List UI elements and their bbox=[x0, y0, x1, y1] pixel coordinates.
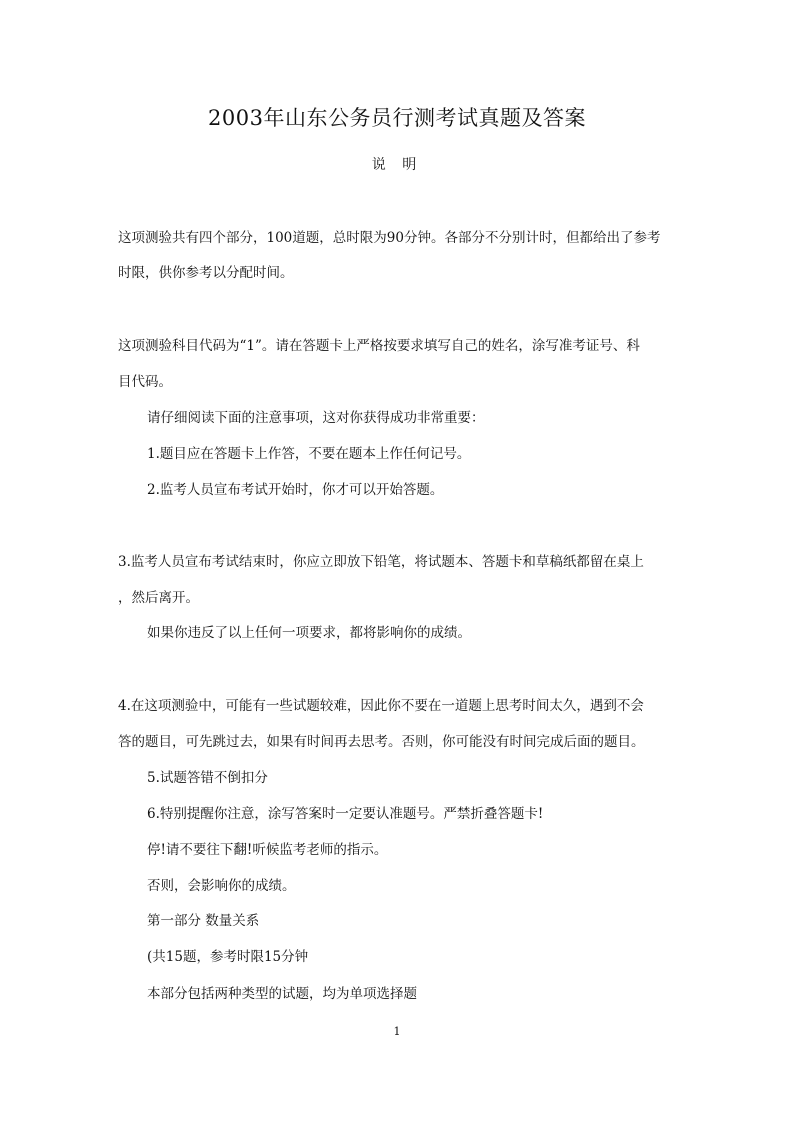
paragraph-line: 答的题目，可先跳过去，如果有时间再去思考。否则，你可能没有时间完成后面的题目。 bbox=[118, 734, 645, 750]
paragraph-line: ，然后离开。 bbox=[118, 590, 199, 606]
paragraph-line: 本部分包括两种类型的试题，均为单项选择题 bbox=[147, 986, 417, 1002]
list-item: 5.试题答错不倒扣分 bbox=[147, 770, 268, 786]
paragraph-line: 目代码。 bbox=[118, 374, 172, 390]
paragraph-line: 如果你违反了以上任何一项要求，都将影响你的成绩。 bbox=[147, 625, 471, 641]
paragraph-line: 时限，供你参考以分配时间。 bbox=[118, 265, 294, 281]
paragraph-line: 这项测验共有四个部分，100道题，总时限为90分钟。各部分不分别计时，但都给出了参考 bbox=[118, 230, 661, 246]
list-item: 1.题目应在答题卡上作答，不要在题本上作任何记号。 bbox=[147, 446, 471, 462]
section-heading-instructions: 说 明 bbox=[371, 157, 423, 173]
paragraph-line: 否则，会影响你的成绩。 bbox=[147, 878, 296, 894]
paragraph-line: 请仔细阅读下面的注意事项，这对你获得成功非常重要： bbox=[147, 410, 485, 426]
document-title: 2003年山东公务员行测考试真题及答案 bbox=[208, 106, 586, 130]
section-heading: 第一部分 数量关系 bbox=[147, 913, 260, 929]
list-item: 3.监考人员宣布考试结束时，你应立即放下铅笔，将试题本、答题卡和草稿纸都留在桌上 bbox=[118, 554, 644, 570]
list-item: 4.在这项测验中，可能有一些试题较难，因此你不要在一道题上思考时间太久，遇到不会 bbox=[118, 698, 644, 714]
paragraph-line: 停!请不要往下翻!听候监考老师的指示。 bbox=[147, 842, 388, 858]
list-item: 2.监考人员宣布考试开始时，你才可以开始答题。 bbox=[147, 482, 444, 498]
paragraph-line: (共15题，参考时限15分钟 bbox=[147, 949, 309, 965]
list-item: 6.特别提醒你注意，涂写答案时一定要认准题号。严禁折叠答题卡! bbox=[147, 806, 544, 822]
page-number: 1 bbox=[393, 1025, 401, 1038]
paragraph-line: 这项测验科目代码为“1”。请在答题卡上严格按要求填写自己的姓名，涂写准考证号、科 bbox=[118, 338, 640, 354]
